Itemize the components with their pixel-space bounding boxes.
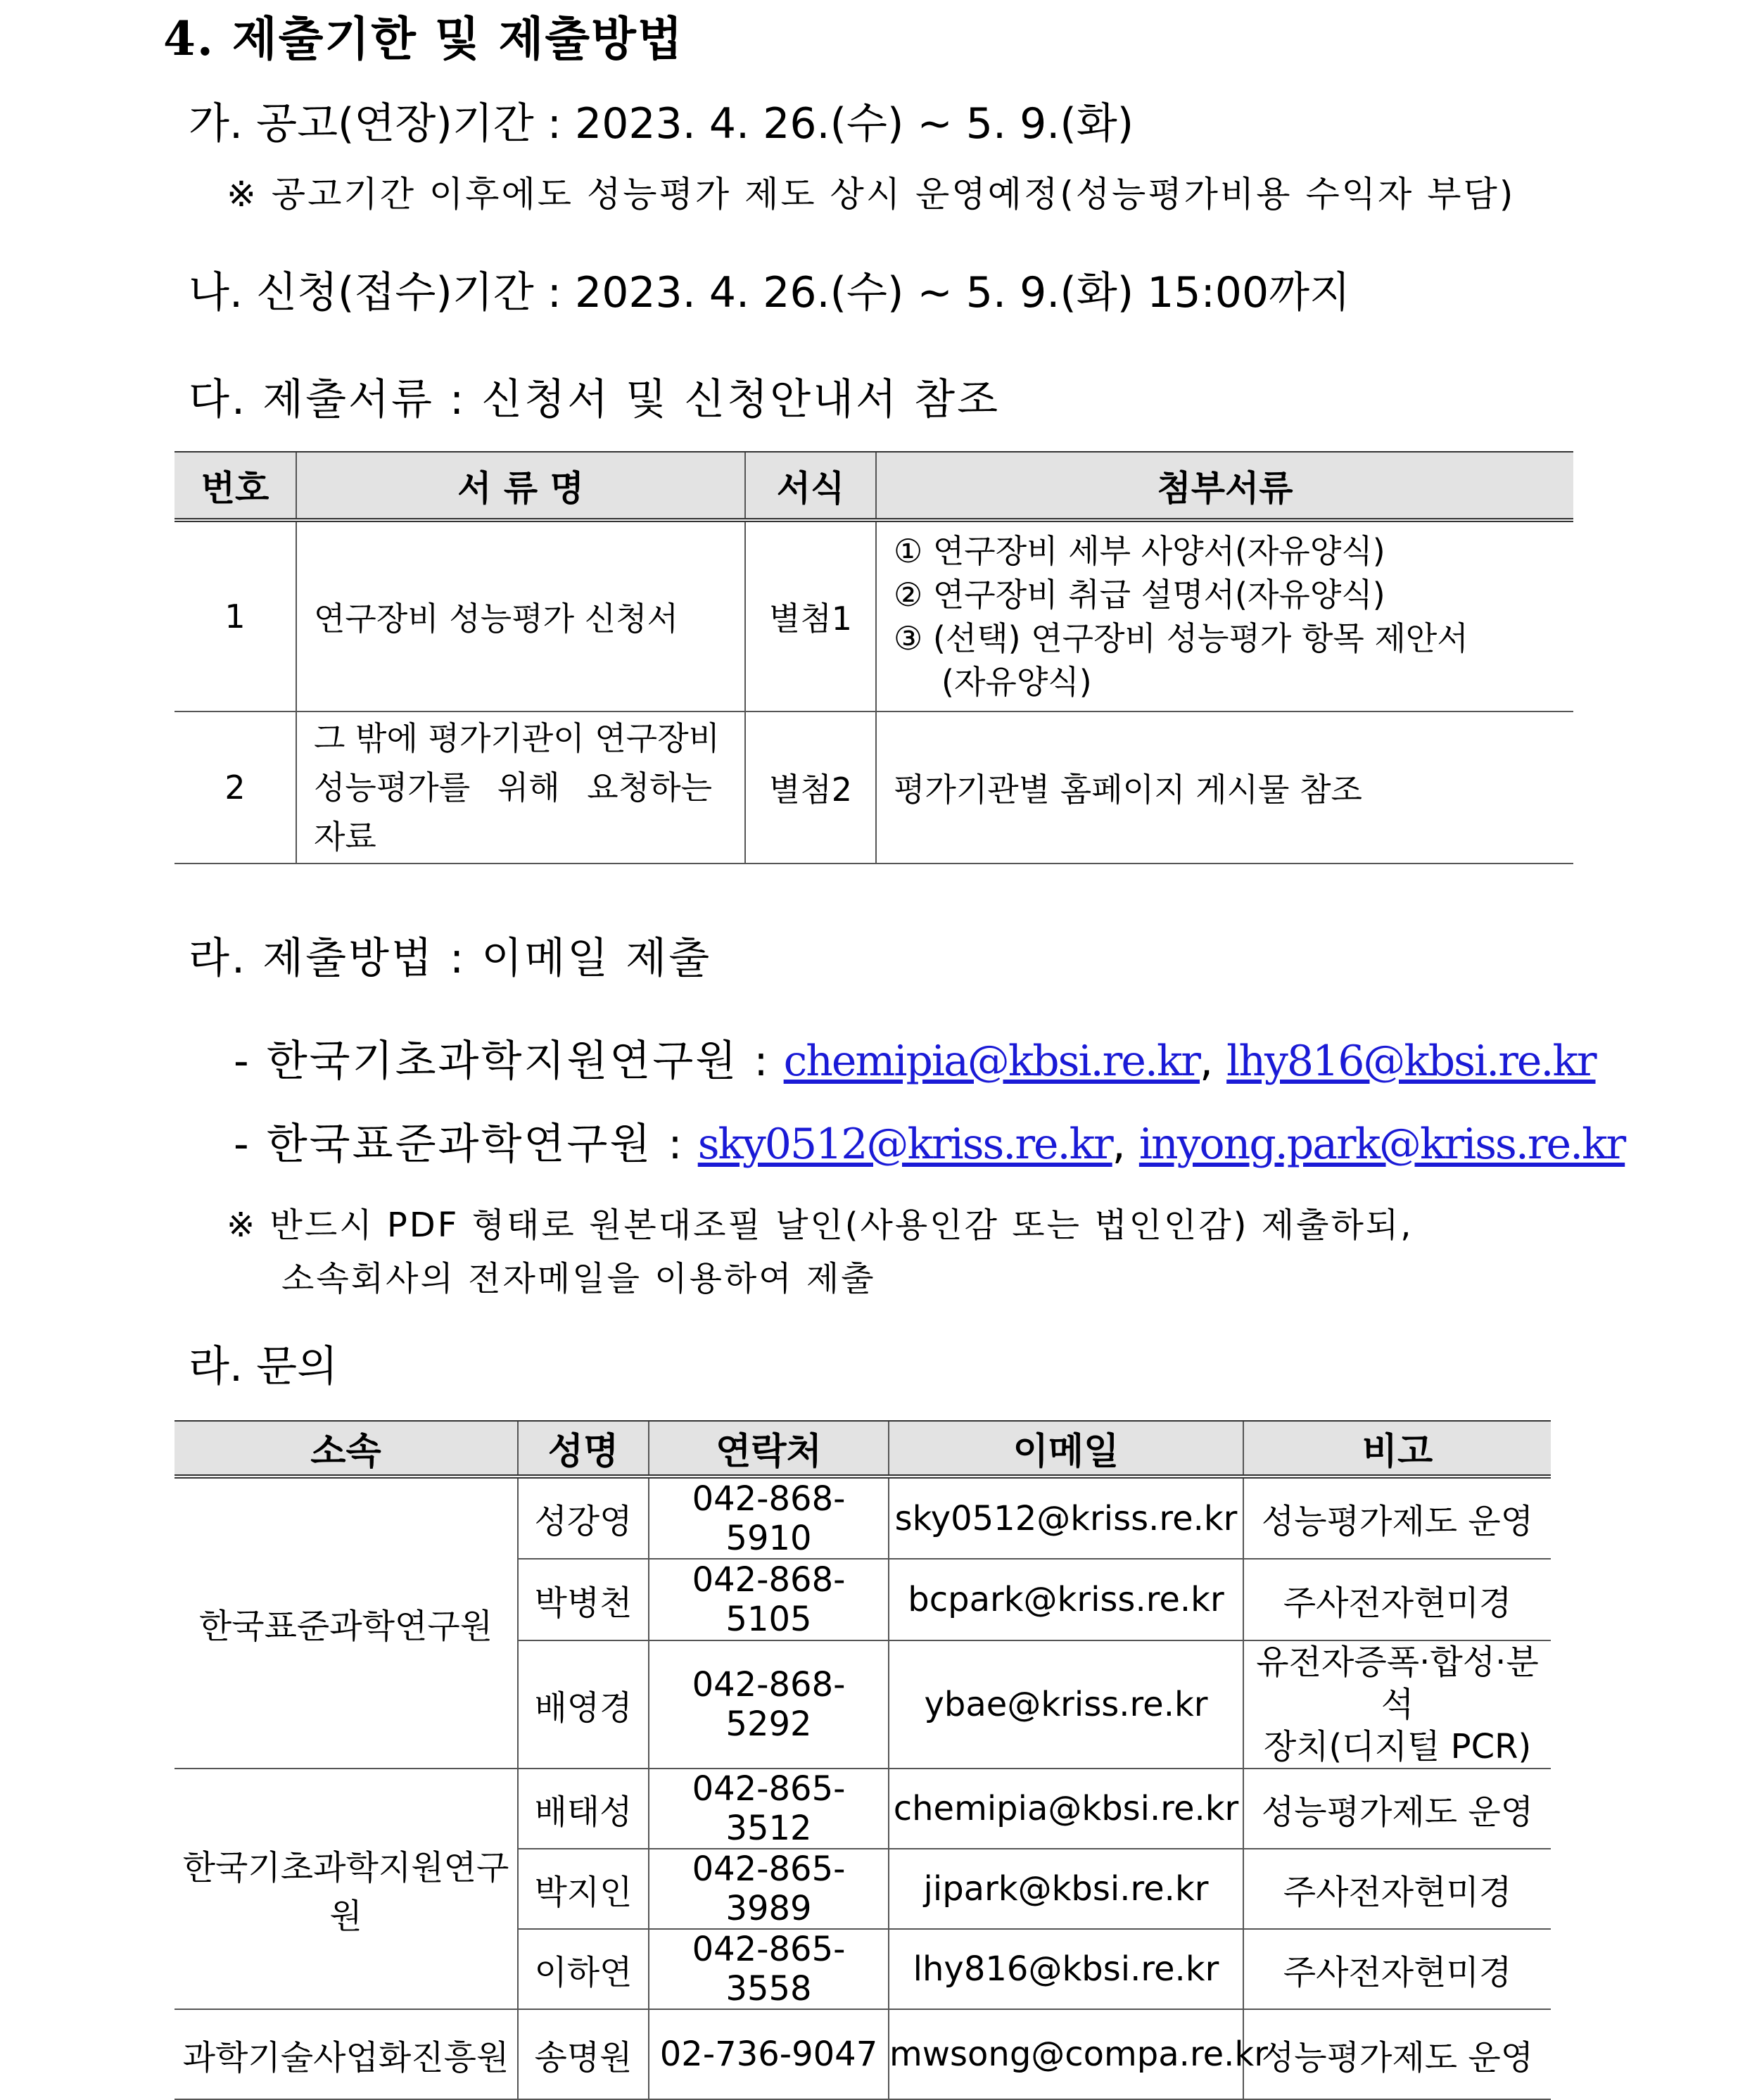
- contact-memo: 성능평가제도 운영: [1243, 1476, 1551, 1559]
- contact-org: 한국기초과학지원연구원: [174, 1769, 518, 2009]
- item-ra-inquiry: 라. 문의: [189, 1342, 338, 1391]
- doc-form: 별첨1: [745, 520, 876, 711]
- contact-phone: 042-868-5105: [649, 1559, 889, 1640]
- attachment-item-continued: (자유양식): [941, 663, 1092, 701]
- contact-phone: 042-865-3989: [649, 1849, 889, 1929]
- doc-name: [296, 711, 745, 864]
- table-row: [174, 1476, 1551, 1559]
- contact-phone: 042-868-5910: [649, 1476, 889, 1559]
- contact-org-kriss: - 한국표준과학연구원 :: [234, 1120, 685, 1169]
- contacts-table: [174, 1420, 1551, 2100]
- attachment-item: ① 연구장비 세부 사양서(자유양식): [894, 532, 1385, 570]
- contact-phone: 02-736-9047: [649, 2009, 889, 2099]
- table-row: [174, 2009, 1551, 2099]
- item-ga-note: ※ 공고기간 이후에도 성능평가 제도 상시 운영예정(성능평가비용 수익자 부담): [227, 174, 1516, 215]
- contact-email: bcpark@kriss.re.kr: [889, 1559, 1243, 1640]
- documents-table: [174, 451, 1573, 864]
- attachment-item: ③ (선택) 연구장비 성능평가 항목 제안서: [894, 619, 1468, 657]
- contact-name: 성강영: [518, 1476, 649, 1559]
- contact-memo: 주사전자현미경: [1243, 1849, 1551, 1929]
- item-ga-period: 가. 공고(연장)기간 : 2023. 4. 26.(수) ~ 5. 9.(화): [189, 99, 1134, 148]
- contact-memo-line: 유전자증폭·합성·분석: [1256, 1643, 1539, 1724]
- col-header-no: 번호: [174, 452, 296, 520]
- contacts-table-header: [174, 1421, 1551, 1476]
- table-row: [174, 711, 1573, 864]
- item-da-docs: 다. 제출서류 : 신청서 및 신청안내서 참조: [189, 375, 1001, 424]
- email-link[interactable]: sky0512@kriss.re.kr: [697, 1120, 1112, 1169]
- row-number: 2: [174, 711, 296, 864]
- contact-name: 배태성: [518, 1769, 649, 1849]
- table-row: [174, 520, 1573, 711]
- section-title: 4. 제출기한 및 제출방법: [163, 11, 684, 66]
- col-header-phone: 연락처: [649, 1421, 889, 1476]
- doc-name-line: 그 밖에 평가기관이 연구장비: [314, 719, 721, 757]
- contact-org-kbsi: - 한국기초과학지원연구원 :: [234, 1037, 770, 1086]
- contact-email: mwsong@compa.re.kr: [889, 2009, 1243, 2099]
- contact-email: sky0512@kriss.re.kr: [889, 1476, 1243, 1559]
- item-ra-method: 라. 제출방법 : 이메일 제출: [189, 934, 712, 983]
- table-row: [174, 1769, 1551, 1849]
- contact-name: 이하연: [518, 1929, 649, 2009]
- doc-form: 별첨2: [745, 711, 876, 864]
- email-separator: ,: [1199, 1037, 1214, 1086]
- col-header-email: 이메일: [889, 1421, 1243, 1476]
- submission-note-line1: ※ 반드시 PDF 형태로 원본대조필 날인(사용인감 또는 법인인감) 제출하되,: [227, 1206, 1414, 1245]
- email-separator: ,: [1112, 1120, 1126, 1169]
- col-header-memo: 비고: [1243, 1421, 1551, 1476]
- contact-name: 박병천: [518, 1559, 649, 1640]
- contact-memo: 성능평가제도 운영: [1243, 1769, 1551, 1849]
- email-link[interactable]: chemipia@kbsi.re.kr: [783, 1037, 1200, 1086]
- col-header-org: 소속: [174, 1421, 518, 1476]
- documents-table-header: [174, 452, 1573, 520]
- contact-org: 한국표준과학연구원: [174, 1476, 518, 1769]
- item-na-period: 나. 신청(접수)기간 : 2023. 4. 26.(수) ~ 5. 9.(화) 15:00까지: [189, 268, 1351, 317]
- contact-name: 송명원: [518, 2009, 649, 2099]
- contact-line-kriss: [234, 1111, 1625, 1171]
- doc-name: 연구장비 성능평가 신청서: [296, 520, 745, 711]
- contact-line-kbsi: [234, 1027, 1596, 1088]
- contact-memo: 성능평가제도 운영: [1243, 2009, 1551, 2099]
- contact-memo: [1243, 1640, 1551, 1769]
- row-number: 1: [174, 520, 296, 711]
- col-header-form: 서식: [745, 452, 876, 520]
- contact-email: ybae@kriss.re.kr: [889, 1640, 1243, 1769]
- contact-name: 배영경: [518, 1640, 649, 1769]
- contact-phone: 042-865-3512: [649, 1769, 889, 1849]
- contact-name: 박지인: [518, 1849, 649, 1929]
- contact-email: lhy816@kbsi.re.kr: [889, 1929, 1243, 2009]
- contact-email: jipark@kbsi.re.kr: [889, 1849, 1243, 1929]
- email-link[interactable]: inyong.park@kriss.re.kr: [1138, 1120, 1625, 1169]
- attachment-text: 평가기관별 홈페이지 게시물 참조: [876, 711, 1573, 864]
- submission-note-line2: 소속회사의 전자메일을 이용하여 제출: [281, 1259, 876, 1298]
- contact-org: 과학기술사업화진흥원: [174, 2009, 518, 2099]
- contact-phone: 042-865-3558: [649, 1929, 889, 2009]
- col-header-attachments: 첨부서류: [876, 452, 1573, 520]
- contact-memo: 주사전자현미경: [1243, 1559, 1551, 1640]
- contact-memo: 주사전자현미경: [1243, 1929, 1551, 2009]
- contact-phone: 042-868-5292: [649, 1640, 889, 1769]
- attachment-item: ② 연구장비 취급 설명서(자유양식): [894, 576, 1385, 614]
- attachment-list: [876, 520, 1573, 711]
- email-link[interactable]: lhy816@kbsi.re.kr: [1226, 1037, 1596, 1086]
- doc-name-line: 자료: [314, 818, 376, 856]
- col-header-doc-name: 서 류 명: [296, 452, 745, 520]
- contact-email: chemipia@kbsi.re.kr: [889, 1769, 1243, 1849]
- contact-memo-line: 장치(디지털 PCR): [1263, 1727, 1532, 1766]
- doc-name-line: 성능평가를 위해 요청하는: [314, 768, 713, 807]
- col-header-name: 성명: [518, 1421, 649, 1476]
